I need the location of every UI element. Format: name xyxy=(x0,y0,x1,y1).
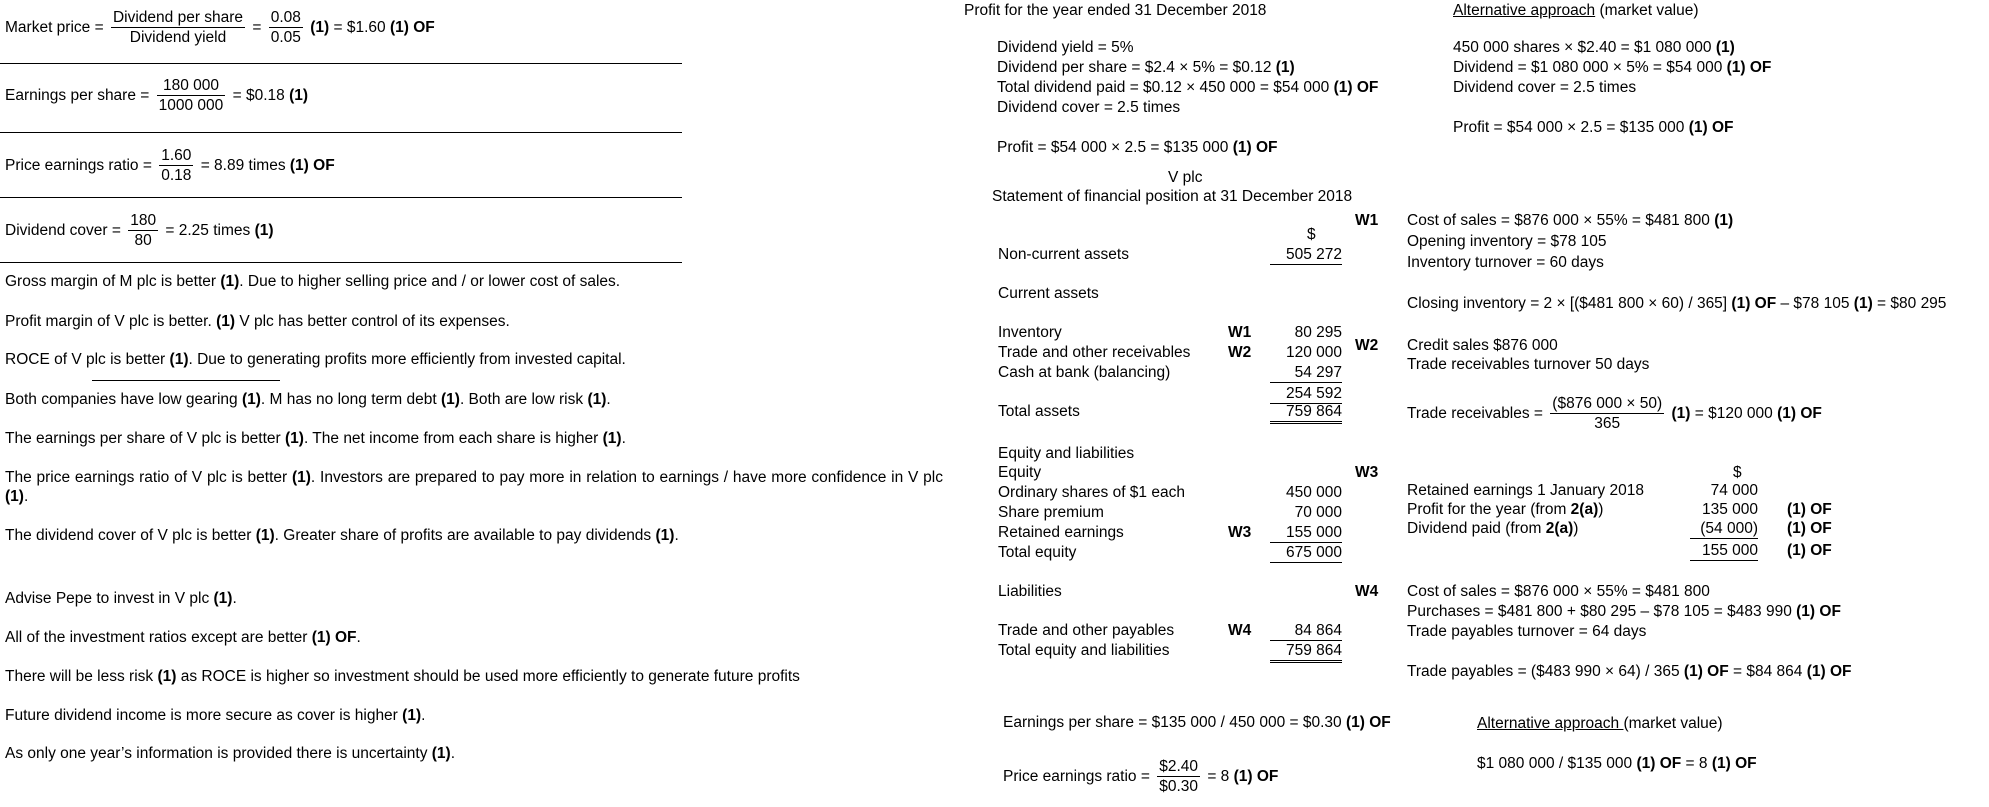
alt-line: Dividend = $1 080 000 × 5% = $54 000 (1) OF xyxy=(1453,59,1772,76)
result: = 2.25 times xyxy=(165,221,251,239)
advice-risk: There will be less risk (1) as ROCE is higher so investment should be used more efficiently to generate future profits xyxy=(5,668,800,685)
w3-currency: $ xyxy=(1733,464,1742,481)
eps-label: Earnings per share = xyxy=(5,86,150,104)
fraction-denominator: 80 xyxy=(134,232,152,250)
sfp-label: Ordinary shares of $1 each xyxy=(998,484,1185,501)
bottom-pe: Price earnings ratio = $\frac{\$2.40}{\$0.30}$ = 8 (1) OF xyxy=(1003,758,1279,796)
sfp-value: 84 864 xyxy=(1270,621,1342,641)
w1-line: Cost of sales = $876 000 × 55% = $481 800 (1) xyxy=(1407,212,1734,229)
profit-line: Total dividend paid = $0.12 × 450 000 = $54 000 (1) OF xyxy=(997,79,1379,96)
sfp-company: V plc xyxy=(1168,169,1203,186)
dividend-cover-label: Dividend cover = xyxy=(5,221,121,239)
w3-label: Dividend paid (from 2(a)) xyxy=(1407,520,1579,537)
result: = 8.89 times xyxy=(200,156,286,174)
w1-tag: W1 xyxy=(1355,212,1379,229)
sfp-ref: W3 xyxy=(1228,524,1252,541)
sfp-value: 120 000 xyxy=(1285,344,1342,361)
fraction-numerator: 180 xyxy=(128,211,158,231)
sfp-value: 54 297 xyxy=(1270,363,1342,383)
advice-uncertainty: As only one year’s information is provided there is uncertainty (1). xyxy=(5,745,456,762)
w3-value: (54 000) xyxy=(1690,519,1758,539)
result: = $0.18 xyxy=(232,86,285,104)
sfp-ref: W4 xyxy=(1228,622,1252,639)
fraction-numerator: 0.08 xyxy=(269,8,303,28)
fraction-denominator: 0.18 xyxy=(161,167,192,185)
mark: (1) OF xyxy=(389,18,435,36)
fraction-numerator: $2.40 xyxy=(1157,757,1200,777)
w3-label: Retained earnings 1 January 2018 xyxy=(1407,482,1644,499)
mark: (1) xyxy=(254,221,274,239)
w3-tag: W3 xyxy=(1355,464,1379,481)
sfp-value: 80 295 xyxy=(1294,324,1342,341)
sfp-currency: $ xyxy=(1307,226,1316,243)
sfp-value: 70 000 xyxy=(1294,504,1342,521)
sfp-label: Current assets xyxy=(998,285,1099,302)
alt-line: 450 000 shares × $2.40 = $1 080 000 (1) xyxy=(1453,39,1735,56)
w1-line: Inventory turnover = 60 days xyxy=(1407,254,1604,271)
bottom-pe-fraction xyxy=(1157,757,1200,797)
w3-value: 74 000 xyxy=(1710,482,1758,499)
alt-approach-title: Alternative approach (market value) xyxy=(1453,2,1699,19)
w4-line: Purchases = $481 800 + $80 295 – $78 105 = $483 990 (1) OF xyxy=(1407,603,1841,620)
comment-eps: The earnings per share of V plc is better (1). The net income from each share is higher (1). xyxy=(5,430,626,447)
market-price-fraction-1 xyxy=(111,8,245,48)
sfp-title: Statement of financial position at 31 December 2018 xyxy=(992,188,1353,205)
sfp-label: Cash at bank (balancing) xyxy=(998,364,1171,381)
w3-label: Profit for the year (from 2(a)) xyxy=(1407,501,1604,518)
divider xyxy=(0,197,682,198)
sfp-label: Equity and liabilities xyxy=(998,445,1135,462)
bottom-alt-line: $1 080 000 / $135 000 (1) OF = 8 (1) OF xyxy=(1477,755,1757,772)
w1-line: Opening inventory = $78 105 xyxy=(1407,233,1607,250)
sfp-label: Inventory xyxy=(998,324,1062,341)
advice-ratios: All of the investment ratios except are better (1) OF. xyxy=(5,629,361,646)
fraction-numerator: Dividend per share xyxy=(111,8,245,28)
result: = $1.60 xyxy=(333,18,386,36)
market-price-label: Market price = xyxy=(5,18,104,36)
market-price-fraction-2 xyxy=(269,8,303,48)
sfp-value: 450 000 xyxy=(1285,484,1342,501)
fraction-numerator: 180 000 xyxy=(157,76,226,96)
pe-fraction xyxy=(159,146,193,186)
sfp-value: 155 000 xyxy=(1270,523,1342,543)
w3-mark: (1) OF xyxy=(1787,501,1832,518)
bottom-eps: Earnings per share = $135 000 / 450 000 = $0.30 (1) OF xyxy=(1003,714,1391,731)
fraction-denominator: 1000 000 xyxy=(158,97,224,115)
sfp-total: 759 864 xyxy=(1270,641,1342,663)
fraction-denominator: $0.30 xyxy=(1159,778,1199,796)
sfp-ref: W1 xyxy=(1228,324,1252,341)
sfp-ref: W2 xyxy=(1228,344,1252,361)
dividend-cover-fraction xyxy=(128,211,158,251)
mark: (1) xyxy=(289,86,309,104)
sfp-label: Total equity and liabilities xyxy=(998,642,1170,659)
eps-calc xyxy=(5,76,308,116)
w3-mark: (1) OF xyxy=(1787,542,1832,559)
mark: (1) OF xyxy=(289,156,335,174)
sfp-label: Trade and other payables xyxy=(998,622,1175,639)
divider xyxy=(0,262,682,263)
sfp-subtotal: 675 000 xyxy=(1270,543,1342,563)
divider xyxy=(0,132,682,133)
w4-line: Trade payables turnover = 64 days xyxy=(1407,623,1647,640)
pe-calc xyxy=(5,146,335,186)
profit-line: Dividend cover = 2.5 times xyxy=(997,99,1181,116)
sfp-label: Share premium xyxy=(998,504,1104,521)
comment-roce: ROCE of V plc is better (1). Due to generating profits more efficiently from invested capital. xyxy=(5,351,626,368)
divider xyxy=(0,63,682,64)
bottom-alt-title: Alternative approach (market value) xyxy=(1477,715,1723,732)
pe-label: Price earnings ratio = xyxy=(5,156,152,174)
profit-line: Dividend per share = $2.4 × 5% = $0.12 (1) xyxy=(997,59,1295,76)
comment-gearing: Both companies have low gearing (1). M has no long term debt (1). Both are low risk (1). xyxy=(5,391,611,408)
eps-fraction xyxy=(157,76,226,116)
w2-fraction xyxy=(1550,394,1664,434)
sfp-label: Total assets xyxy=(998,403,1080,420)
sfp-subtotal: 254 592 xyxy=(1270,384,1342,404)
w2-result: Trade receivables = $\frac{(\$876 000 \times 50)}{365}$ (1) = $120 000 (1) OF xyxy=(1407,395,1822,433)
fraction-numerator: 1.60 xyxy=(159,146,193,166)
comment-pe: The price earnings ratio of V plc is better (1). Investors are prepared to pay more in relation to earnings / have more confidence in V plc (1). xyxy=(5,469,943,506)
sfp-value: 505 272 xyxy=(1270,245,1342,265)
w2-line: Credit sales $876 000 xyxy=(1407,337,1558,354)
fraction-denominator: Dividend yield xyxy=(129,29,227,47)
w4-tag: W4 xyxy=(1355,583,1379,600)
w4-result: Trade payables = ($483 990 × 64) / 365 (1) OF = $84 864 (1) OF xyxy=(1407,663,1852,680)
profit-line: Dividend yield = 5% xyxy=(997,39,1134,56)
profit-result: Profit = $54 000 × 2.5 = $135 000 (1) OF xyxy=(997,139,1278,156)
fraction-denominator: 0.05 xyxy=(270,29,301,47)
comment-gross-margin: Gross margin of M plc is better (1). Due to higher selling price and / or lower cost of sales. xyxy=(5,273,621,290)
equals-sign: = xyxy=(252,18,262,36)
w1-result: Closing inventory = 2 × [($481 800 × 60) / 365] (1) OF – $78 105 (1) = $80 295 xyxy=(1407,295,1947,312)
fraction-denominator: 365 xyxy=(1594,415,1621,433)
market-price-calc xyxy=(5,8,435,48)
profit-title: Profit for the year ended 31 December 2018 xyxy=(964,2,1267,19)
w2-line: Trade receivables turnover 50 days xyxy=(1407,356,1650,373)
dividend-cover-calc xyxy=(5,211,274,251)
w3-mark: (1) OF xyxy=(1787,520,1832,537)
w4-line: Cost of sales = $876 000 × 55% = $481 800 xyxy=(1407,583,1710,600)
divider xyxy=(92,380,280,381)
comment-profit-margin: Profit margin of V plc is better. (1) V plc has better control of its expenses. xyxy=(5,313,510,330)
mark: (1) xyxy=(310,18,330,36)
sfp-label: Retained earnings xyxy=(998,524,1124,541)
fraction-numerator: ($876 000 × 50) xyxy=(1550,394,1664,414)
sfp-label: Liabilities xyxy=(998,583,1062,600)
w2-tag: W2 xyxy=(1355,337,1379,354)
sfp-label: Trade and other receivables xyxy=(998,344,1191,361)
w3-total: 155 000 xyxy=(1690,541,1758,561)
alt-line: Dividend cover = 2.5 times xyxy=(1453,79,1637,96)
comment-dividend-cover: The dividend cover of V plc is better (1). Greater share of profits are available to pay dividends (1). xyxy=(5,527,679,544)
sfp-total: 759 864 xyxy=(1270,402,1342,424)
alt-result: Profit = $54 000 × 2.5 = $135 000 (1) OF xyxy=(1453,119,1734,136)
advice-dividend: Future dividend income is more secure as cover is higher (1). xyxy=(5,707,426,724)
sfp-label: Non-current assets xyxy=(998,246,1129,263)
advice-invest: Advise Pepe to invest in V plc (1). xyxy=(5,590,237,607)
sfp-label: Total equity xyxy=(998,544,1077,561)
w3-value: 135 000 xyxy=(1701,501,1758,518)
sfp-label: Equity xyxy=(998,464,1042,481)
